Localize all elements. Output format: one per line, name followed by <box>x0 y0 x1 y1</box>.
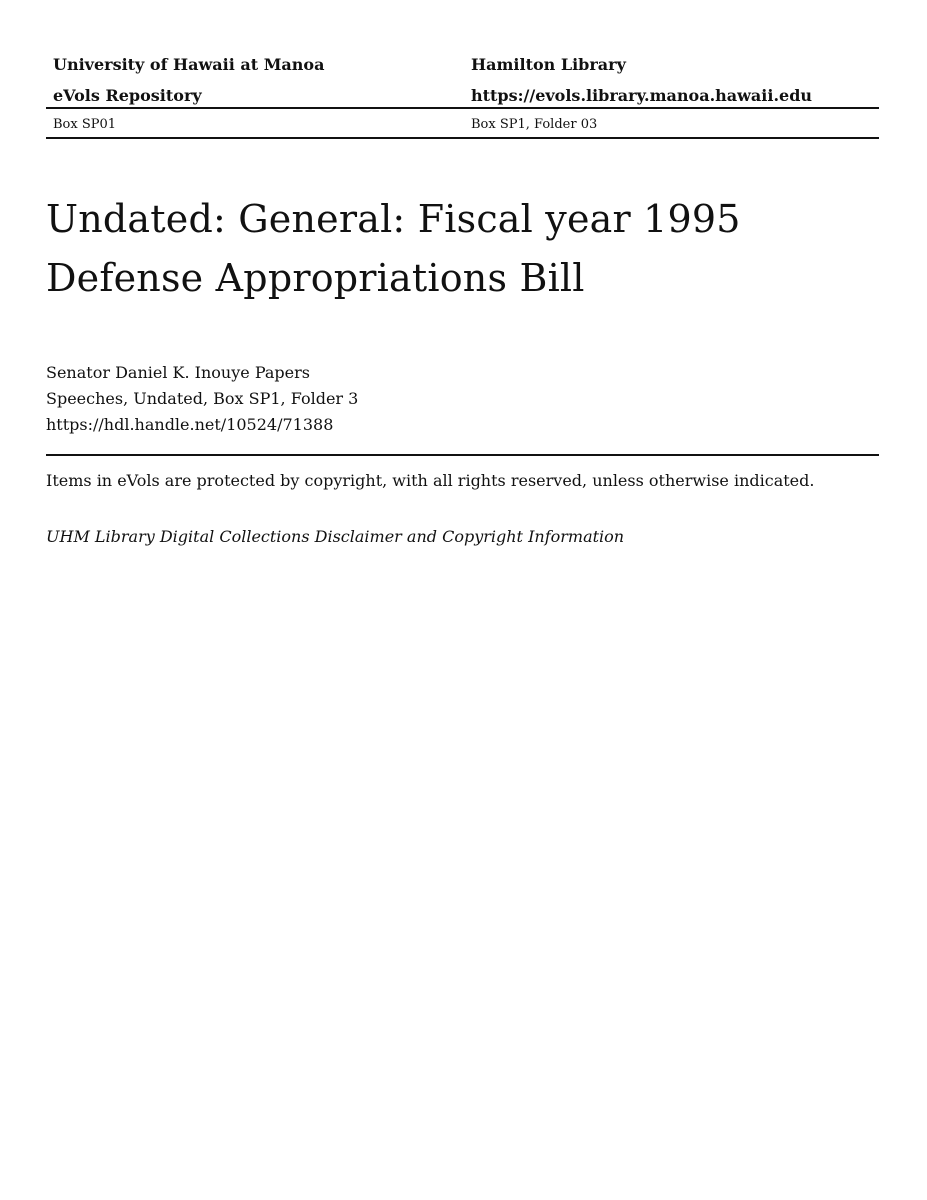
document-title-line-2: Defense Appropriations Bill <box>46 256 585 300</box>
folder-label: Box SP1, Folder 03 <box>471 117 598 132</box>
handle-link[interactable]: https://hdl.handle.net/10524/71388 <box>46 415 334 434</box>
document-metadata <box>46 360 358 438</box>
institution-name: University of Hawaii at Manoa <box>53 55 325 74</box>
header-row-2 <box>46 83 879 114</box>
disclaimer-link[interactable]: UHM Library Digital Collections Disclaimer and Copyright Information <box>46 527 625 546</box>
metadata-divider <box>46 454 879 456</box>
document-title-line-1: Undated: General: Fiscal year 1995 <box>46 197 741 241</box>
header <box>46 52 879 114</box>
folder-location: Speeches, Undated, Box SP1, Folder 3 <box>46 389 359 408</box>
box-label: Box SP01 <box>53 117 117 132</box>
repository-url[interactable]: https://evols.library.manoa.hawaii.edu <box>471 86 813 105</box>
repository-name: eVols Repository <box>53 86 202 105</box>
header-row-1 <box>46 52 879 83</box>
document-title <box>46 190 826 308</box>
collection-name: Senator Daniel K. Inouye Papers <box>46 363 310 382</box>
box-row <box>46 116 879 136</box>
header-divider-top <box>46 107 879 109</box>
header-divider-bottom <box>46 137 879 139</box>
library-name: Hamilton Library <box>471 55 626 74</box>
rights-statement: Items in eVols are protected by copyright, with all rights reserved, unless otherwise indicated. <box>46 471 815 490</box>
